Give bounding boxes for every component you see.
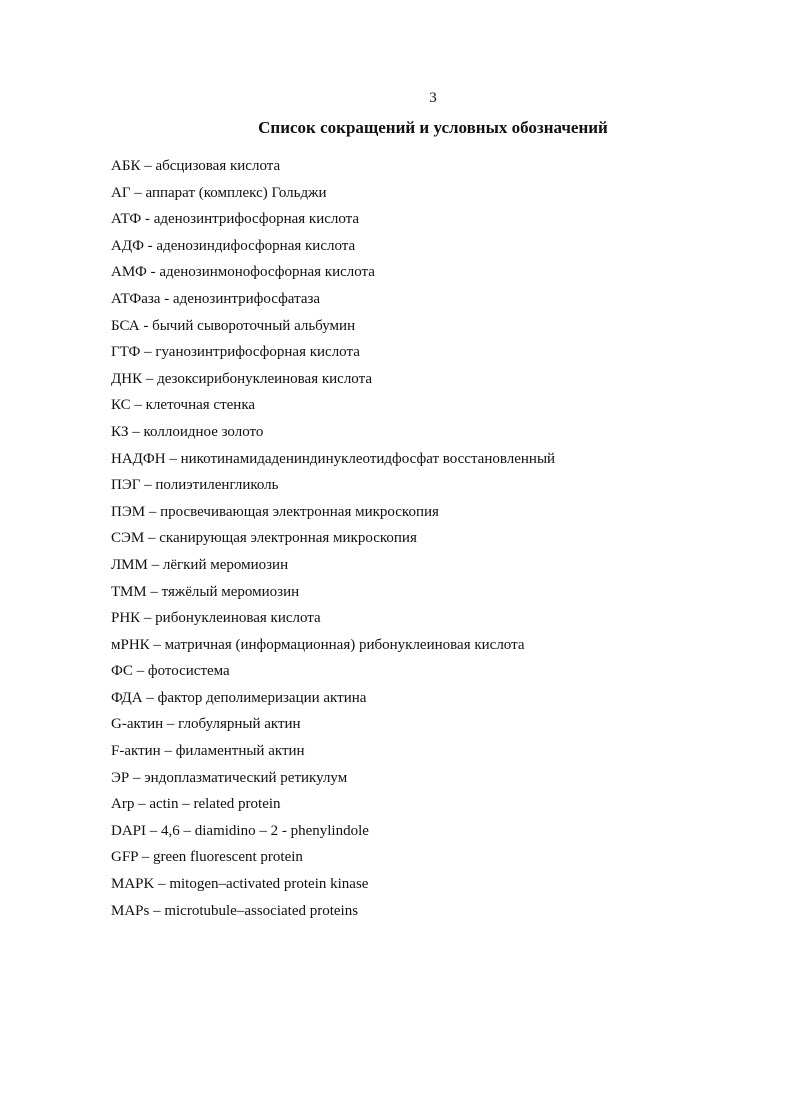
- abbreviation-item: КЗ – коллоидное золото: [111, 423, 264, 440]
- abbreviation-item: G-актин – глобулярный актин: [111, 716, 301, 733]
- abbreviation-item: ТММ – тяжёлый меромиозин: [111, 583, 300, 600]
- abbreviation-item: мРНК – матричная (информационная) рибонуклеиновая кислота: [111, 636, 525, 653]
- page-number: 3: [429, 90, 437, 106]
- abbreviation-item: ПЭМ – просвечивающая электронная микроскопия: [111, 503, 439, 520]
- page-title: Список сокращений и условных обозначений: [258, 118, 608, 137]
- abbreviation-item: Arp – actin – related protein: [111, 796, 281, 813]
- abbreviation-item: АМФ - аденозинмонофосфорная кислота: [111, 264, 375, 281]
- abbreviation-item: РНК – рибонуклеиновая кислота: [111, 610, 321, 627]
- abbreviation-item: ФС – фотосистема: [111, 663, 230, 680]
- abbreviation-item: ДНК – дезоксирибонуклеиновая кислота: [111, 370, 372, 387]
- abbreviation-item: ФДА – фактор деполимеризации актина: [111, 689, 367, 706]
- abbreviation-item: ГТФ – гуанозинтрифосфорная кислота: [111, 344, 360, 361]
- abbreviation-item: БСА - бычий сывороточный альбумин: [111, 317, 356, 334]
- abbreviation-item: MAPK – mitogen–activated protein kinase: [111, 876, 369, 893]
- abbreviation-item: АТФаза - аденозинтрифосфатаза: [111, 290, 321, 307]
- abbreviation-item: DAPI – 4,6 – diamidino – 2 - phenylindole: [111, 822, 369, 839]
- abbreviation-item: СЭМ – сканирующая электронная микроскопия: [111, 530, 417, 547]
- abbreviation-item: ЭР – эндоплазматический ретикулум: [111, 769, 348, 786]
- abbreviation-item: КС – клеточная стенка: [111, 397, 256, 414]
- abbreviation-item: GFP – green fluorescent protein: [111, 849, 303, 866]
- abbreviation-item: ЛММ – лёгкий меромиозин: [111, 556, 289, 573]
- abbreviation-item: НАДФН – никотинамидадениндинуклеотидфосфат восстановленный: [111, 450, 556, 467]
- abbreviation-item: MAPs – microtubule–associated proteins: [111, 902, 359, 919]
- abbreviation-item: АДФ - аденозиндифосфорная кислота: [111, 237, 356, 254]
- abbreviation-item: F-актин – филаментный актин: [111, 743, 305, 760]
- abbreviation-item: АТФ - аденозинтрифосфорная кислота: [111, 211, 360, 228]
- abbreviation-list: [111, 153, 555, 924]
- abbreviation-item: ПЭГ – полиэтиленгликоль: [111, 477, 279, 494]
- abbreviation-item: АГ – аппарат (комплекс) Гольджи: [111, 184, 327, 201]
- abbreviation-item: АБК – абсцизовая кислота: [111, 158, 281, 174]
